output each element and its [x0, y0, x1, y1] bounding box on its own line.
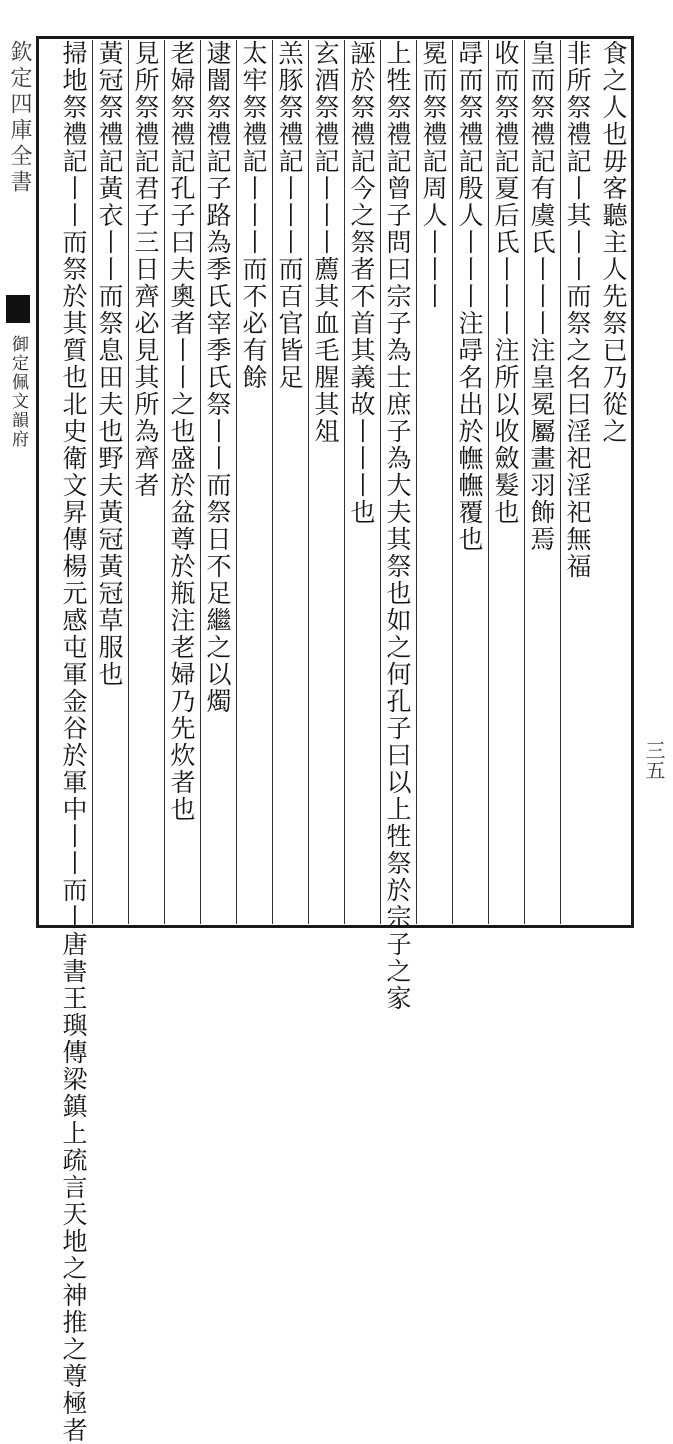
text-column: 冔而祭禮記殷人丨丨丨注冔名出於幠幠覆也	[455, 40, 484, 553]
margin-fishtail-mark	[6, 295, 30, 323]
margin-book-title: 欽定四庫全書	[7, 40, 32, 196]
column-rule	[128, 40, 129, 924]
margin-subtitle: 御定佩文韻府	[8, 335, 28, 449]
text-column: 掃地祭禮記丨丨而祭於其質也北史衛文昇傳楊元感屯軍金谷於軍中丨丨而丨唐書王璵傳梁鎮上疏言天地之神推之尊極者	[59, 40, 88, 1444]
text-body	[36, 40, 634, 1444]
text-column: 冕而祭禮記周人丨丨丨	[419, 40, 448, 310]
column-rule	[164, 40, 165, 924]
column-rule	[488, 40, 489, 924]
column-rule	[200, 40, 201, 924]
text-column: 見所祭禮記君子三日齊必見其所為齊者	[131, 40, 160, 499]
column-rule	[344, 40, 345, 924]
text-column: 皇而祭禮記有虞氏丨丨丨注皇冕屬畫羽飾焉	[527, 40, 556, 553]
text-column: 黃冠祭禮記黃衣丨丨而祭息田夫也野夫黃冠黃冠草服也	[95, 40, 124, 688]
column-rule	[236, 40, 237, 924]
column-rule	[92, 40, 93, 924]
text-column: 老婦祭禮記孔子曰夫奧者丨丨之也盛於盆尊於瓶注老婦乃先炊者也	[167, 40, 196, 823]
column-rule	[272, 40, 273, 924]
text-column: 太牢祭禮記丨丨丨而不必有餘	[239, 40, 268, 391]
column-rule	[308, 40, 309, 924]
column-rule	[416, 40, 417, 924]
text-column: 玄酒祭禮記丨丨丨薦其血毛腥其俎	[311, 40, 340, 445]
column-rule	[524, 40, 525, 924]
page-number: 三五	[642, 740, 666, 780]
text-column: 逮闇祭禮記子路為季氏宰季氏祭丨丨而祭日不足繼之以燭	[203, 40, 232, 715]
text-column: 羔豚祭禮記丨丨丨而百官皆足	[275, 40, 304, 391]
text-column: 食之人也毋客聽主人先祭已乃從之	[599, 40, 628, 445]
text-column: 非所祭禮記丨其丨丨而祭之名曰淫祀淫祀無福	[563, 40, 592, 580]
left-margin	[2, 40, 34, 924]
text-column: 收而祭禮記夏后氏丨丨丨注所以收斂髮也	[491, 40, 520, 526]
text-column: 上牲祭禮記曾子問曰宗子為士庶子為大夫其祭也如之何孔子曰以上牲祭於宗子之家	[383, 40, 412, 1012]
column-rule	[560, 40, 561, 924]
column-rule	[452, 40, 453, 924]
column-rule	[380, 40, 381, 924]
text-column: 誣於祭禮記今之祭者不首其義故丨丨丨也	[347, 40, 376, 526]
